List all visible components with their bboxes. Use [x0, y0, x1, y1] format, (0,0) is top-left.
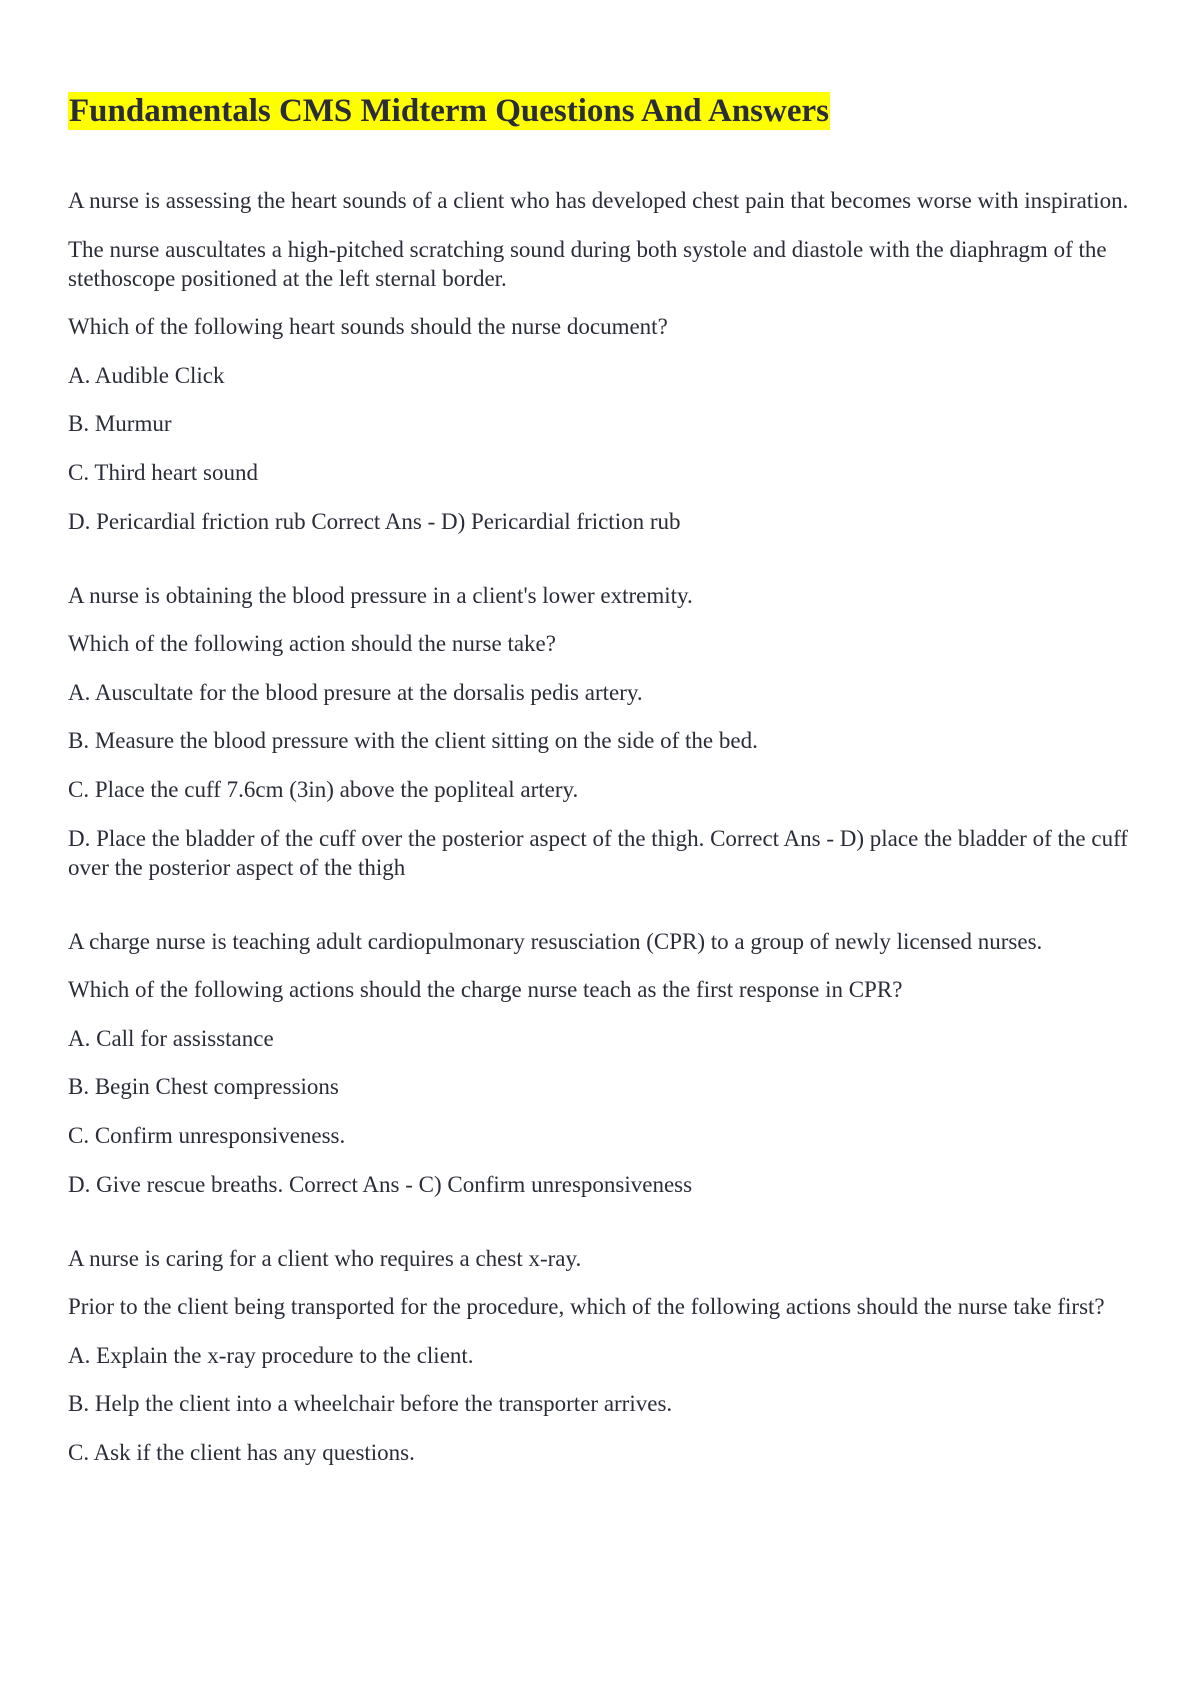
document-title: Fundamentals CMS Midterm Questions And Answers [69, 93, 829, 129]
question-stem: Which of the following heart sounds should the nurse document? [68, 314, 668, 340]
question-block [68, 927, 1143, 1199]
answer-option: C. Place the cuff 7.6cm (3in) above the popliteal artery. [68, 776, 579, 802]
answer-option: D. Pericardial friction rub Correct Ans - D) Pericardial friction rub [68, 508, 681, 534]
answer-option: D. Give rescue breaths. Correct Ans - C) Confirm unresponsiveness [68, 1171, 693, 1197]
answer-option: B. Measure the blood pressure with the client sitting on the side of the bed. [68, 728, 758, 754]
question-block [68, 581, 1143, 882]
question-block [68, 186, 1143, 536]
question-stem: A nurse is assessing the heart sounds of a client who has developed chest pain that becomes worse with inspiration. [68, 188, 1129, 213]
answer-option: B. Murmur [68, 411, 172, 437]
answer-option: A. Audible Click [68, 362, 225, 388]
answer-option: D. Place the bladder of the cuff over the posterior aspect of the thigh. Correct Ans - D) place the bladder of the cuff over the posterior aspect of the thigh [68, 825, 1128, 880]
answer-option: A. Explain the x-ray procedure to the client. [68, 1342, 474, 1368]
question-stem: A charge nurse is teaching adult cardiopulmonary resusciation (CPR) to a group of newly licensed nurses. [68, 928, 1043, 954]
question-stem: Prior to the client being transported for the procedure, which of the following actions should the nurse take first? [68, 1294, 1105, 1320]
answer-option: C. Confirm unresponsiveness. [68, 1122, 346, 1148]
answer-option: B. Begin Chest compressions [68, 1074, 339, 1100]
questions-list [68, 186, 1143, 1467]
question-stem: A nurse is obtaining the blood pressure in a client's lower extremity. [68, 582, 693, 608]
question-stem: A nurse is caring for a client who requires a chest x-ray. [68, 1245, 582, 1271]
answer-option: A. Call for assisstance [68, 1025, 274, 1051]
question-stem: Which of the following action should the nurse take? [68, 631, 556, 657]
question-stem: Which of the following actions should the charge nurse teach as the first response in CPR? [68, 977, 903, 1003]
answer-option: C. Third heart sound [68, 459, 258, 485]
answer-option: B. Help the client into a wheelchair before the transporter arrives. [68, 1391, 673, 1417]
question-stem: The nurse auscultates a high-pitched scratching sound during both systole and diastole with the diaphragm of the stethoscope positioned at the left sternal border. [68, 236, 1107, 291]
question-block [68, 1244, 1143, 1467]
answer-option: C. Ask if the client has any questions. [68, 1439, 415, 1465]
document-page [68, 92, 1143, 1512]
answer-option: A. Auscultate for the blood presure at the dorsalis pedis artery. [68, 679, 643, 705]
